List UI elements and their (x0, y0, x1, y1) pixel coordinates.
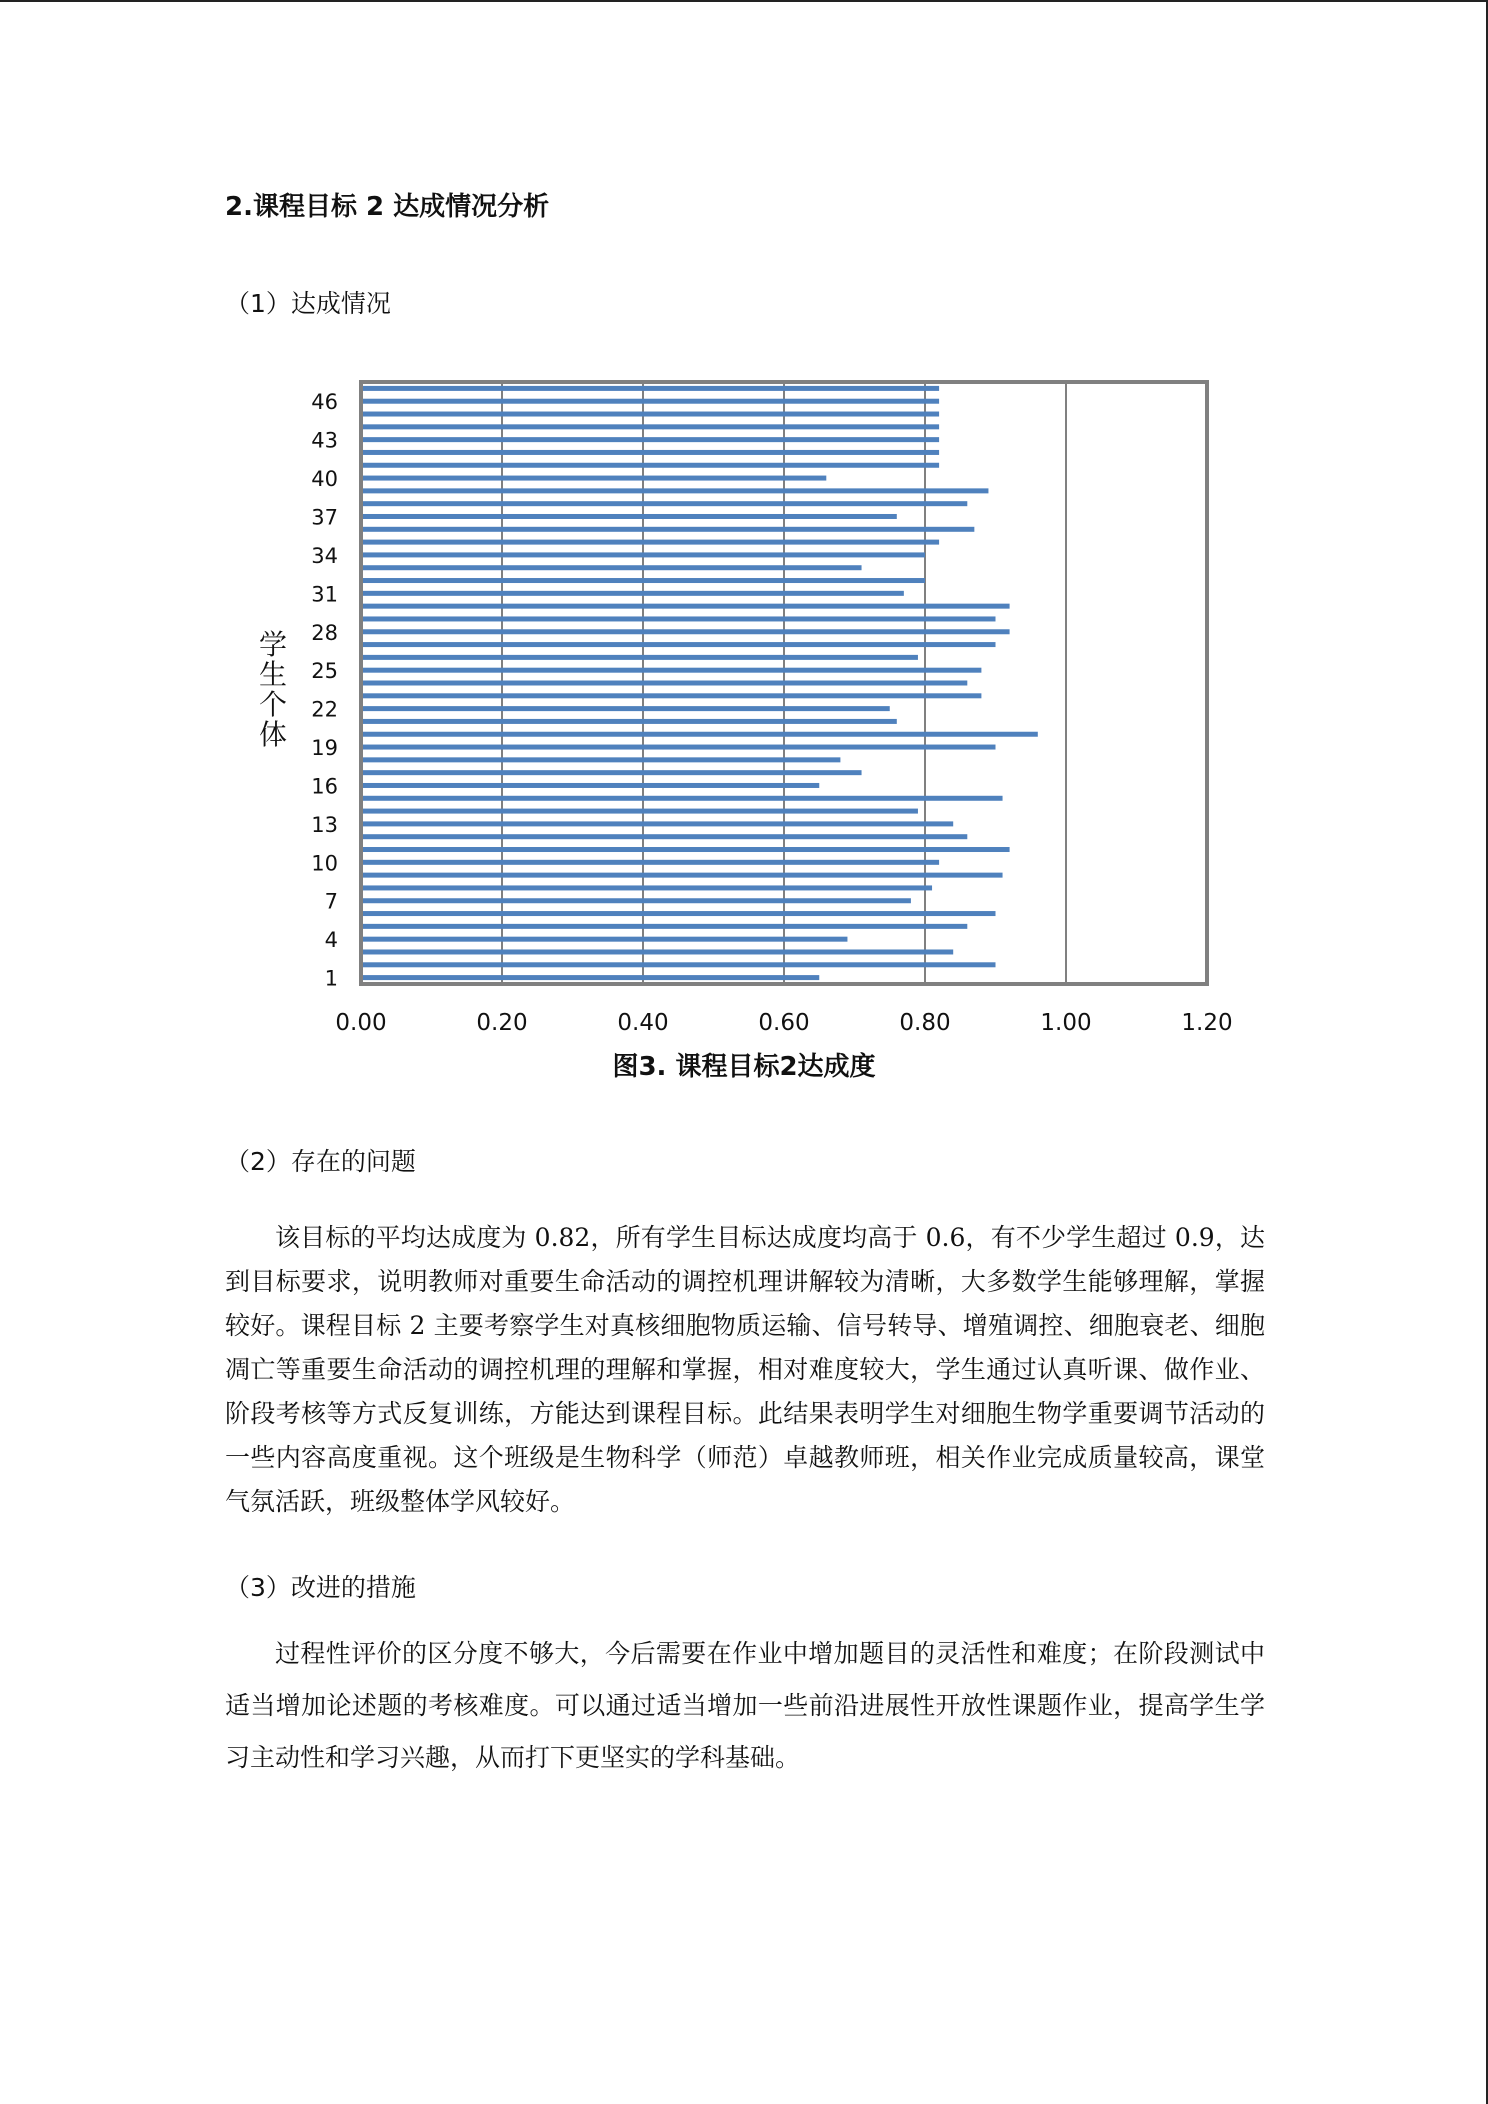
y-tick-label: 34 (311, 543, 338, 568)
bar-6 (361, 911, 996, 916)
bar-21 (361, 719, 897, 724)
bar-39 (361, 488, 988, 493)
bar-41 (361, 463, 939, 468)
bar-32 (361, 578, 925, 583)
x-tick-label: 0.60 (758, 1010, 810, 1036)
x-axis-ticks (335, 1010, 1232, 1036)
bar-38 (361, 501, 967, 506)
x-tick-label: 1.20 (1181, 1010, 1233, 1036)
bar-31 (361, 591, 904, 596)
bar-37 (361, 514, 897, 519)
bar-15 (361, 796, 1003, 801)
y-tick-label: 7 (324, 889, 338, 914)
problems-paragraph (225, 1216, 1265, 1524)
bar-19 (361, 745, 996, 750)
y-tick-label: 43 (311, 428, 338, 453)
subsection-title-improvements: （3）改进的措施 (225, 1573, 416, 1602)
bar-9 (361, 873, 1003, 878)
subsection-title-achievement: （1）达成情况 (225, 289, 391, 318)
bar-22 (361, 706, 890, 711)
y-axis-ticks (311, 390, 338, 990)
x-tick-label: 0.00 (335, 1010, 387, 1036)
bar-36 (361, 527, 974, 532)
improvements-paragraph (225, 1628, 1265, 1784)
bar-3 (361, 949, 953, 954)
bar-14 (361, 809, 918, 814)
y-tick-label: 28 (311, 620, 338, 645)
y-tick-label: 16 (311, 774, 338, 799)
chart-bars (361, 386, 1038, 980)
x-tick-label: 0.20 (476, 1010, 528, 1036)
bar-43 (361, 437, 939, 442)
bar-12 (361, 834, 967, 839)
improvements-text: 过程性评价的区分度不够大，今后需要在作业中增加题目的灵活性和难度；在阶段测试中适当增加论述题的考核难度。可以通过适当增加一些前沿进展性开放性课题作业，提高学生学习主动性和学习兴趣，从而打下更坚实的学科基础。 (225, 1639, 1265, 1772)
bar-25 (361, 668, 981, 673)
bar-23 (361, 693, 981, 698)
x-tick-label: 0.40 (617, 1010, 669, 1036)
bar-13 (361, 821, 953, 826)
bar-8 (361, 885, 932, 890)
y-tick-label: 46 (311, 390, 338, 415)
bar-10 (361, 860, 939, 865)
bar-17 (361, 770, 862, 775)
y-tick-label: 25 (311, 659, 338, 684)
bar-1 (361, 975, 819, 980)
bar-34 (361, 552, 925, 557)
bar-47 (361, 386, 939, 391)
bar-45 (361, 412, 939, 417)
bar-11 (361, 847, 1010, 852)
section-title: 2.课程目标 2 达成情况分析 (225, 192, 550, 222)
bar-42 (361, 450, 939, 455)
problems-text: 该目标的平均达成度为 0.82，所有学生目标达成度均高于 0.6，有不少学生超过 0.9，达到目标要求，说明教师对重要生命活动的调控机理讲解较为清晰，大多数学生能够理解，掌握较好。课程目标 2 主要考察学生对真核细胞物质运输、信号转导、增殖调控、细胞衰老、细胞凋亡等重要生命活动的调控机理的理解和掌握，相对难度较大，学生通过认真听课、做作业、阶段考核等方式反复训练，方能达到课程目标。此结果表明学生对细胞生物学重要调节活动的一些内容高度重视。这个班级是生物科学（师范）卓越教师班，相关作业完成质量较高，课堂气氛活跃，班级整体学风较好。 (225, 1223, 1265, 1516)
y-tick-label: 31 (311, 582, 338, 607)
x-tick-label: 1.00 (1040, 1010, 1092, 1036)
bar-24 (361, 681, 967, 686)
bar-46 (361, 399, 939, 404)
bar-40 (361, 476, 826, 481)
bar-16 (361, 783, 819, 788)
y-tick-label: 40 (311, 467, 338, 492)
y-tick-label: 1 (324, 966, 338, 991)
y-tick-label: 19 (311, 736, 338, 761)
bar-44 (361, 424, 939, 429)
bar-7 (361, 898, 911, 903)
bar-27 (361, 642, 996, 647)
x-tick-label: 0.80 (899, 1010, 951, 1036)
y-tick-label: 22 (311, 697, 338, 722)
bar-29 (361, 616, 996, 621)
y-tick-label: 37 (311, 505, 338, 530)
chart-caption: 图3. 课程目标2达成度 (612, 1052, 876, 1082)
bar-28 (361, 629, 1010, 634)
bar-26 (361, 655, 918, 660)
bar-4 (361, 937, 847, 942)
y-tick-label: 4 (324, 928, 338, 953)
subsection-title-problems: （2）存在的问题 (225, 1147, 416, 1176)
bar-20 (361, 732, 1038, 737)
bar-33 (361, 565, 862, 570)
bar-18 (361, 757, 840, 762)
y-tick-label: 13 (311, 812, 338, 837)
bar-35 (361, 540, 939, 545)
y-axis-label: 学生个体 (258, 628, 287, 751)
bar-5 (361, 924, 967, 929)
y-tick-label: 10 (311, 851, 338, 876)
bar-30 (361, 604, 1010, 609)
bar-2 (361, 962, 996, 967)
